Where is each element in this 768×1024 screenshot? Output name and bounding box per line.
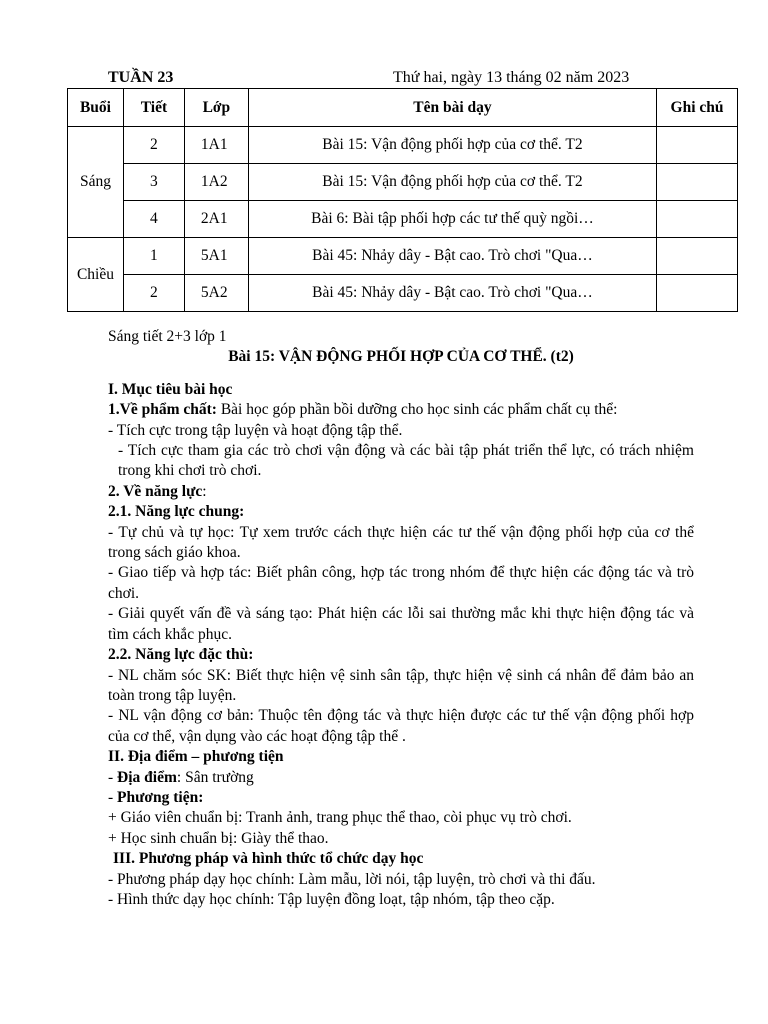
header-tiet: Tiết xyxy=(123,89,184,127)
tiet-cell: 2 xyxy=(123,127,184,164)
session-cell: Sáng xyxy=(68,127,124,238)
list-item: - NL vận động cơ bản: Thuộc tên động tác và thực hiện được các tư thế vận động phối hợp của cơ thể, vận dụng vào các hoạt động tập thể . xyxy=(108,707,694,745)
lesson-name-cell: Bài 15: Vận động phối hợp của cơ thể. T2 xyxy=(248,127,656,164)
tiet-cell: 2 xyxy=(123,275,184,312)
date-label: Thứ hai, ngày 13 tháng 02 năm 2023 xyxy=(393,69,630,86)
list-item: - NL chăm sóc SK: Biết thực hiện vệ sinh sân tập, thực hiện vệ sinh cá nhân để đảm bảo an toàn trong tập luyện. xyxy=(108,666,694,704)
lop-cell: 5A1 xyxy=(184,238,248,275)
schedule-table xyxy=(67,88,738,312)
list-item: - Phương pháp dạy học chính: Làm mẫu, lời nói, tập luyện, trò chơi và thi đấu. xyxy=(108,870,596,888)
list-item: - Giao tiếp và hợp tác: Biết phân công, hợp tác trong nhóm để thực hiện các động tác và trò chơi. xyxy=(108,564,694,602)
lesson-name-cell: Bài 15: Vận động phối hợp của cơ thể. T2 xyxy=(248,164,656,201)
lesson-name-cell: Bài 45: Nhảy dây - Bật cao. Trò chơi "Qua… xyxy=(248,275,656,312)
place-label: Địa điểm xyxy=(117,768,177,786)
colon: : xyxy=(202,482,207,500)
paragraph-text: Bài học góp phần bồi dưỡng cho học sinh các phẩm chất cụ thể: xyxy=(216,401,618,419)
header-lop: Lớp xyxy=(184,89,248,127)
list-item: - Tích cực trong tập luyện và hoạt động tập thể. xyxy=(108,421,403,439)
header-ghi-chu: Ghi chú xyxy=(657,89,738,127)
table-row xyxy=(68,201,738,238)
list-item: - Giải quyết vấn đề và sáng tạo: Phát hiện các lỗi sai thường mắc khi thực hiện động tác và tìm cách khắc phục. xyxy=(108,605,694,643)
note-cell xyxy=(657,201,738,238)
dash: - xyxy=(108,768,118,786)
lesson-content xyxy=(108,327,694,910)
header-ten-bai-day: Tên bài dạy xyxy=(248,89,656,127)
tools-label: Phương tiện: xyxy=(117,788,204,806)
place-text: : Sân trường xyxy=(176,768,254,786)
list-item: - Hình thức dạy học chính: Tập luyện đồng loạt, tập nhóm, tập theo cặp. xyxy=(108,890,555,908)
section-heading: II. Địa điểm – phương tiện xyxy=(108,748,284,766)
list-item xyxy=(108,788,694,808)
subsection-label: 1.Về phẩm chất: xyxy=(108,401,217,419)
note-cell xyxy=(657,275,738,312)
lop-cell: 5A2 xyxy=(184,275,248,312)
tiet-cell: 1 xyxy=(123,238,184,275)
note-cell xyxy=(657,164,738,201)
list-item: + Học sinh chuẩn bị: Giày thể thao. xyxy=(108,829,329,847)
section-heading: I. Mục tiêu bài học xyxy=(108,380,233,398)
table-header-row xyxy=(68,89,738,127)
subsection-heading: 2.2. Năng lực đặc thù: xyxy=(108,646,254,664)
table-row xyxy=(68,127,738,164)
subsection-label: 2. Về năng lực xyxy=(108,482,203,500)
week-label: TUẦN 23 xyxy=(108,69,174,86)
lesson-name-cell: Bài 45: Nhảy dây - Bật cao. Trò chơi "Qua… xyxy=(248,238,656,275)
lop-cell: 1A2 xyxy=(184,164,248,201)
list-item: + Giáo viên chuẩn bị: Tranh ảnh, trang phục thể thao, còi phục vụ trò chơi. xyxy=(108,809,572,827)
subsection-heading: 2.1. Năng lực chung: xyxy=(108,503,245,521)
table-row xyxy=(68,275,738,312)
section-heading: III. Phương pháp và hình thức tổ chức dạy học xyxy=(113,850,424,868)
session-cell: Chiều xyxy=(68,238,124,312)
lesson-name-cell: Bài 6: Bài tập phối hợp các tư thế quỳ ngồi… xyxy=(248,201,656,238)
table-row xyxy=(68,238,738,275)
note-cell xyxy=(657,127,738,164)
lop-cell: 2A1 xyxy=(184,201,248,238)
lesson-intro: Sáng tiết 2+3 lớp 1 xyxy=(108,328,227,345)
list-item xyxy=(108,768,694,788)
tiet-cell: 4 xyxy=(123,201,184,238)
header-buoi: Buổi xyxy=(68,89,124,127)
lop-cell: 1A1 xyxy=(184,127,248,164)
paragraph xyxy=(108,482,694,502)
list-item: - Tích cực tham gia các trò chơi vận động và các bài tập phát triển thể lực, có trách nhiệm trong khi chơi trò chơi. xyxy=(118,442,694,480)
lesson-title: Bài 15: VẬN ĐỘNG PHỐI HỢP CỦA CƠ THỂ. (t2) xyxy=(228,348,574,366)
table-row xyxy=(68,164,738,201)
list-item: - Tự chủ và tự học: Tự xem trước cách thực hiện các tư thế vận động phối hợp của cơ thể trong sách giáo khoa. xyxy=(108,523,694,562)
tiet-cell: 3 xyxy=(123,164,184,201)
dash: - xyxy=(108,788,118,806)
note-cell xyxy=(657,238,738,275)
paragraph xyxy=(108,400,694,420)
